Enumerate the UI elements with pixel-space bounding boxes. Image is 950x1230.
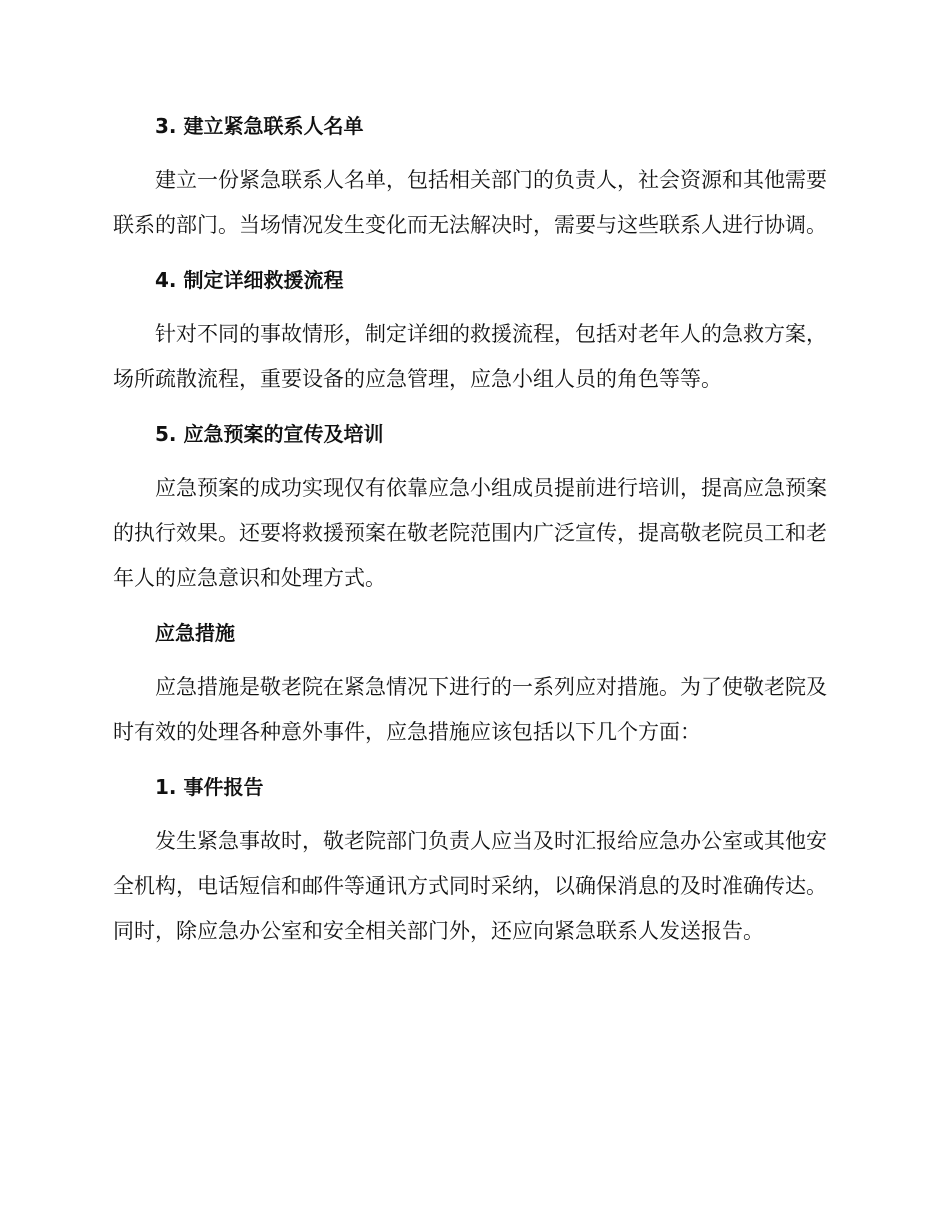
section-heading-rescue-process: 4. 制定详细救援流程	[155, 268, 344, 292]
section-heading-emergency-measures: 应急措施	[155, 621, 235, 645]
section-heading-incident-report: 1. 事件报告	[155, 775, 264, 799]
document-body	[113, 108, 833, 954]
section-paragraph-emergency-contacts: 建立一份紧急联系人名单，包括相关部门的负责人，社会资源和其他需要联系的部门。当场情况发生变化而无法解决时，需要与这些联系人进行协调。	[113, 168, 827, 237]
section-paragraph-incident-report: 发生紧急事故时，敬老院部门负责人应当及时汇报给应急办公室或其他安全机构，电话短信和邮件等通讯方式同时采纳，以确保消息的及时准确传达。同时，除应急办公室和安全相关部门外，还应向紧急联系人发送报告。	[113, 829, 827, 943]
section-heading-publicity-training: 5. 应急预案的宣传及培训	[155, 422, 384, 446]
section-paragraph-emergency-measures: 应急措施是敬老院在紧急情况下进行的一系列应对措施。为了使敬老院及时有效的处理各种意外事件，应急措施应该包括以下几个方面：	[113, 675, 827, 744]
section-heading-emergency-contacts: 3. 建立紧急联系人名单	[155, 114, 364, 138]
section-paragraph-publicity-training: 应急预案的成功实现仅有依靠应急小组成员提前进行培训，提高应急预案的执行效果。还要将救援预案在敬老院范围内广泛宣传，提高敬老院员工和老年人的应急意识和处理方式。	[113, 476, 827, 590]
section-paragraph-rescue-process: 针对不同的事故情形，制定详细的救援流程，包括对老年人的急救方案，场所疏散流程，重要设备的应急管理，应急小组人员的角色等等。	[113, 322, 827, 391]
